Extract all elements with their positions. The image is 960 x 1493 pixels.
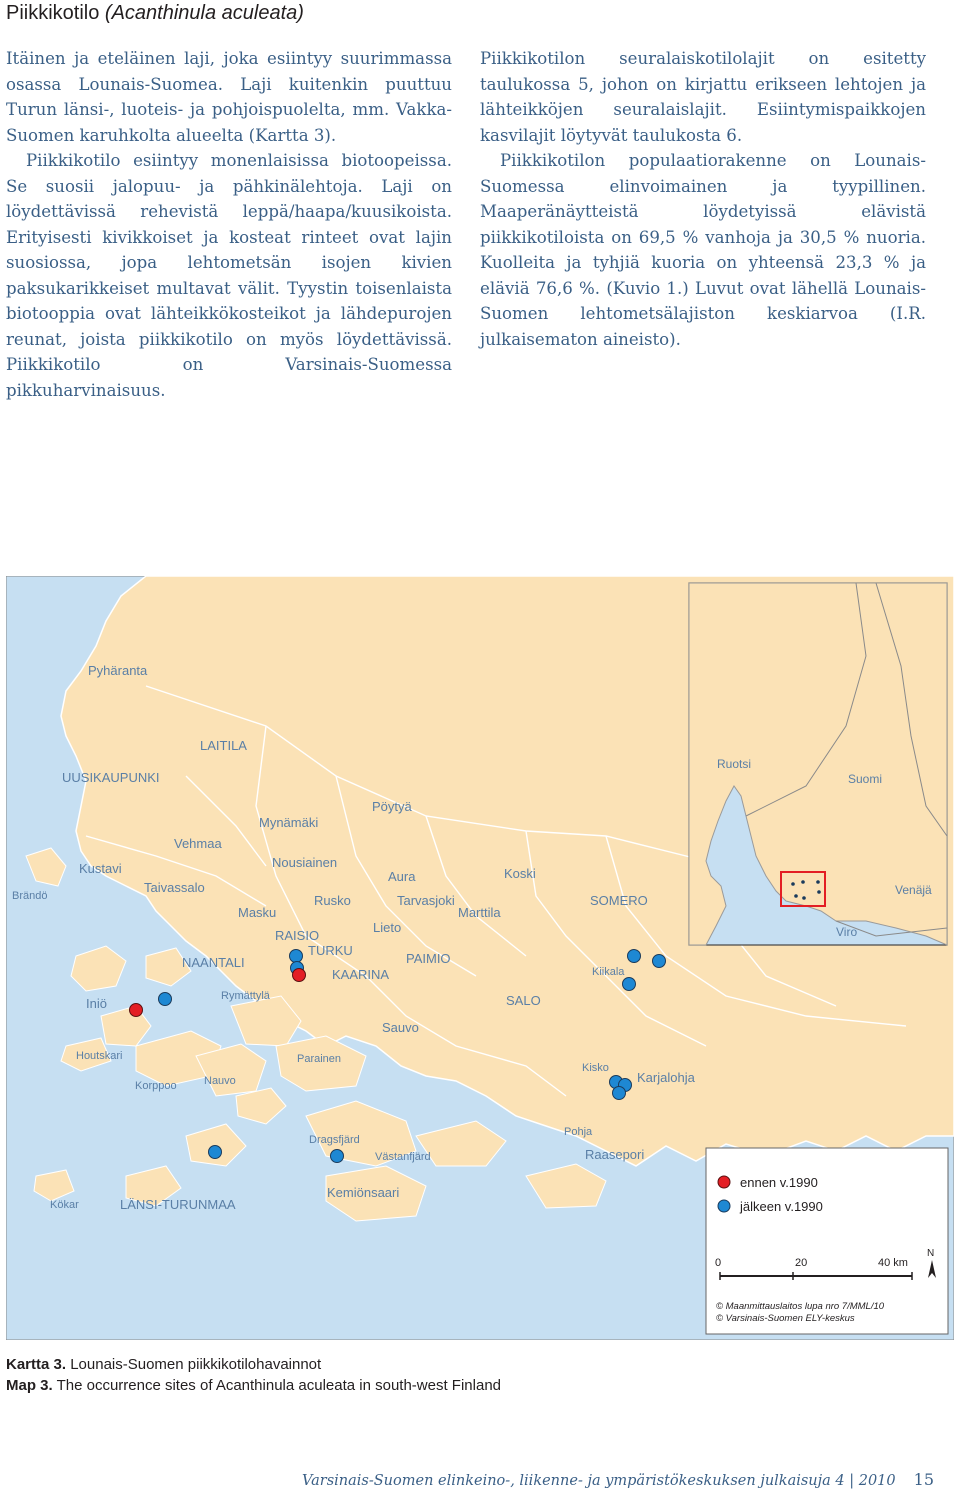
scale-label: 0 <box>715 1257 722 1269</box>
place-label: Masku <box>238 905 277 920</box>
place-label: Korppoo <box>135 1080 177 1092</box>
inset-label: Viro <box>836 925 858 939</box>
place-label: Rymättylä <box>221 990 270 1002</box>
place-label: RAISIO <box>275 928 320 943</box>
place-label: UUSIKAUPUNKI <box>62 770 160 785</box>
species-latin-name: (Acanthinula aculeata) <box>104 2 304 24</box>
place-label: Kemiönsaari <box>327 1185 400 1200</box>
place-label: Västanfjärd <box>375 1151 431 1163</box>
place-label: Tarvasjoki <box>397 893 455 908</box>
publication-series: Varsinais-Suomen elinkeino-, liikenne- ja ympäristökeskuksen julkaisuja 4 | 2010 <box>301 1473 896 1489</box>
legend-marker-red <box>718 1176 730 1188</box>
observation-before-1990 <box>293 969 306 982</box>
observation-after-1990 <box>623 978 636 991</box>
copyright-line: © Maanmittauslaitos lupa nro 7/MML/10 <box>716 1301 885 1312</box>
place-label: PAIMIO <box>406 951 451 966</box>
observation-after-1990 <box>628 950 641 963</box>
observation-after-1990 <box>613 1087 626 1100</box>
paragraph: Itäinen ja eteläinen laji, joka esiintyy suurimmassa osassa Lounais-Suomea. Laji kuitenkin puuttuu Turun länsi-, luoteis- ja pohjoispuolelta, mm. Vakka-Suomen karuhkolta alueelta (Kartta 3). <box>6 49 452 145</box>
legend <box>706 1148 948 1334</box>
place-label: Lieto <box>373 920 402 935</box>
place-label: Sauvo <box>382 1020 419 1035</box>
paragraph: Piikkikotilon populaatiorakenne on Lounais-Suomessa elinvoimainen ja tyypillinen. Maaperänäytteistä löydetyissä elävistä piikkikotiloista on 69,5 % vanhoja ja 30,5 % nuoria. Kuolleita ja tyhjiä kuoria on yhteensä 23,3 % ja eläviä 76,6 %. (Kuvio 1.) Luvut ovat lähellä Lounais-Suomen lehtometsälajiston keskiarvoa (I.R. julkaisematon aineisto). <box>480 151 926 349</box>
observation-before-1990 <box>130 1004 143 1017</box>
place-label: Kustavi <box>79 861 122 876</box>
scale-label: 20 <box>795 1257 808 1269</box>
body-text-right <box>480 46 926 352</box>
place-label: Mynämäki <box>259 815 319 830</box>
page-number: 15 <box>913 1470 934 1489</box>
place-label: Kiikala <box>592 966 625 978</box>
place-label: Aura <box>388 869 416 884</box>
inset-label: Ruotsi <box>717 757 752 771</box>
place-label: Rusko <box>314 893 351 908</box>
legend-marker-blue <box>718 1200 730 1212</box>
place-label: Pöytyä <box>372 799 412 814</box>
place-label: Dragsfjärd <box>309 1134 360 1146</box>
north-label: N <box>927 1248 935 1259</box>
copyright-line: © Varsinais-Suomen ELY-keskus <box>716 1313 855 1324</box>
occurrence-map <box>6 576 954 1340</box>
place-label: Kisko <box>582 1062 609 1074</box>
page-footer <box>302 1470 934 1489</box>
scale-label: 40 km <box>878 1257 908 1269</box>
place-label: SALO <box>506 993 541 1008</box>
map-caption-en: Map 3. The occurrence sites of Acanthinula aculeata in south-west Finland <box>6 1377 502 1394</box>
place-label: Koski <box>504 866 536 881</box>
place-label: TURKU <box>308 943 353 958</box>
place-label: Parainen <box>297 1053 342 1065</box>
place-label: Houtskari <box>76 1050 123 1062</box>
place-label: Iniö <box>86 996 107 1011</box>
place-label: Nousiainen <box>272 855 338 870</box>
legend-label: ennen v.1990 <box>740 1175 818 1190</box>
place-label: SOMERO <box>590 893 648 908</box>
legend-label: jälkeen v.1990 <box>740 1199 823 1214</box>
place-label: Kökar <box>50 1199 79 1211</box>
section-title: Piikkikotilo (Acanthinula aculeata) <box>6 2 304 24</box>
place-label: Taivassalo <box>144 880 205 895</box>
place-label: Brändö <box>12 890 48 902</box>
place-label: LAITILA <box>200 738 247 753</box>
place-label: LÄNSI-TURUNMAA <box>120 1197 236 1212</box>
inset-label: Suomi <box>848 772 883 786</box>
observation-after-1990 <box>653 955 666 968</box>
place-label: KAARINA <box>332 967 390 982</box>
place-label: Pohja <box>564 1126 593 1138</box>
inset-label: Venäjä <box>895 883 932 897</box>
paragraph: Piikkikotilo esiintyy monenlaisissa biotoopeissa. Se suosii jalopuu- ja pähkinälehtoja. Laji on löydettävissä rehevistä leppä/haapa/kuusikoista. Erityisesti kivikkoiset ja kosteat rinteet ovat lajin suosiossa, jopa lehtometsän isojen kivien paksukarikkeiset multavat välit. Tyystin toisenlaista biotooppia ovat lähteikkökosteikot ja lähdepurojen reunat, joista piikkikotilo on myös löydettävissä. Piikkikotilo on Varsinais-Suomessa pikkuharvinaisuus. <box>6 151 452 400</box>
observation-after-1990 <box>290 950 303 963</box>
place-label: Karjalohja <box>637 1070 695 1085</box>
place-label: NAANTALI <box>182 955 245 970</box>
place-label: Marttila <box>458 905 501 920</box>
inset-map <box>689 583 947 945</box>
observation-after-1990 <box>209 1146 222 1159</box>
body-text-left <box>6 46 452 403</box>
place-label: Nauvo <box>204 1075 236 1087</box>
observation-after-1990 <box>159 993 172 1006</box>
paragraph: Piikkikotilon seuralaiskotilolajit on esitetty taulukossa 5, johon on kirjattu erikseen lehtojen ja lähteikköjen seuralaislajit. Esiintymispaikkojen kasvilajit löytyvät taulukosta 6. <box>480 49 926 145</box>
map-caption-fi: Kartta 3. Lounais-Suomen piikkikotilohavainnot <box>6 1356 322 1373</box>
place-label: Raasepori <box>585 1147 645 1162</box>
place-label: Pyhäranta <box>88 663 148 678</box>
place-label: Vehmaa <box>174 836 222 851</box>
observation-after-1990 <box>331 1150 344 1163</box>
